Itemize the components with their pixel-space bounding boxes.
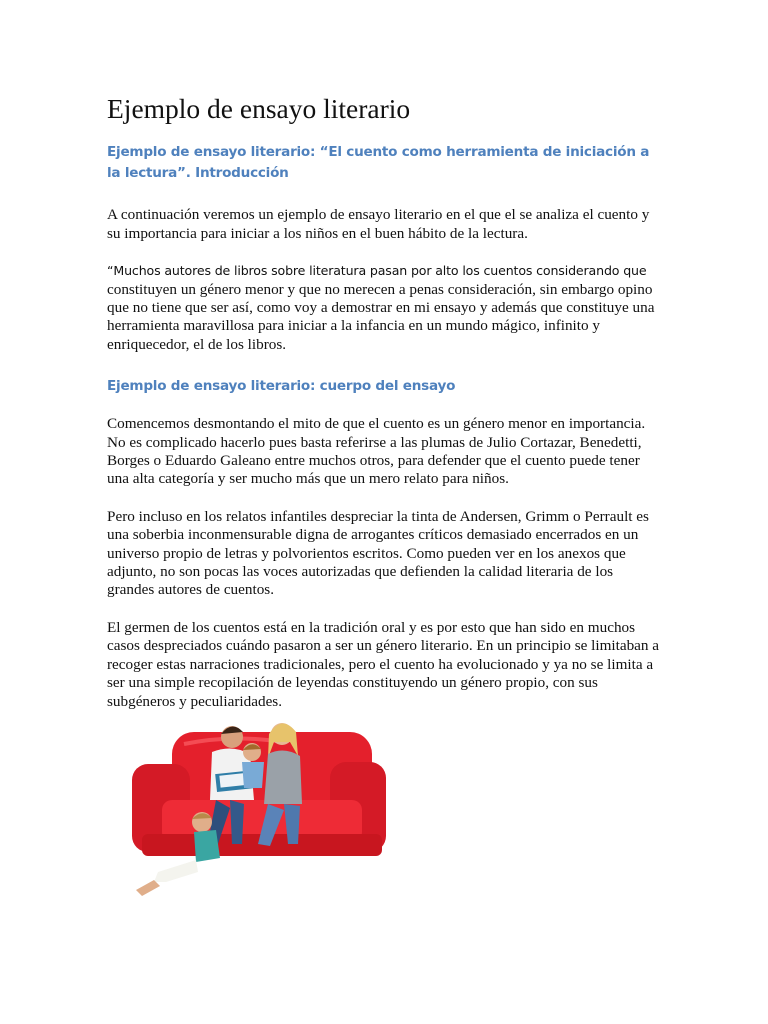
body-paragraph-2: Pero incluso en los relatos infantiles despreciar la tinta de Andersen, Grimm o Perrault es una soberbia inconmensurable digna de arrogantes críticos demasiado encerrados en un universo propio de letras y polvorientos escritos. Como pueden ver en los anexos que adjunto, no son pocas las voces autorizadas que defienden la calidad literaria de los grandes autores de cuentos. [107, 507, 649, 599]
mother-body [264, 750, 302, 804]
quote-first-line: “Muchos autores de libros sobre literatura pasan por alto los cuentos considerando que [107, 263, 647, 279]
quote-paragraph [107, 262, 660, 354]
quote-rest: constituyen un género menor y que no merecen a penas consideración, sin embargo opino que no tiene que ser así, como voy a demostrar en mi ensayo y además que constituye una herramienta maravillosa para iniciar a la infancia en un mundo mágico, infinito y enriquecedor, el de los libros. [107, 280, 655, 353]
page-title: Ejemplo de ensayo literario [107, 93, 411, 124]
body-paragraph-3: El germen de los cuentos está en la tradición oral y es por esto que han sido en muchos casos despreciados cuándo pasaron a ser un género literario. En un principio se limitaban a recoger estas narraciones tradicionales, pero el cuento ha evolucionado y ya no se limita a ser una simple recopilación de leyendas constituyendo un género propio, con sus subgéneros y peculiaridades. [107, 618, 660, 710]
body-paragraph-1: Comencemos desmontando el mito de que el cuento es un género menor en importancia. No es complicado hacerlo pues basta referirse a las plumas de Julio Cortazar, Benedetti, Borges o Eduardo Galeano entre muchos otros, para defender que el cuento puede tener una alta categoría y ser mucho más que un mero relato para niños. [107, 415, 646, 488]
intro-paragraph: A continuación veremos un ejemplo de ensayo literario en el que el se analiza el cuento y su importancia para iniciar a los niños en el buen hábito de la lectura. [107, 206, 650, 242]
boy-body [194, 830, 220, 862]
intro-heading: Ejemplo de ensayo literario: “El cuento como herramienta de iniciación a la lectura”. Introducción [107, 144, 650, 182]
body-heading: Ejemplo de ensayo literario: cuerpo del ensayo [107, 378, 456, 395]
family-sofa-image [112, 712, 402, 900]
